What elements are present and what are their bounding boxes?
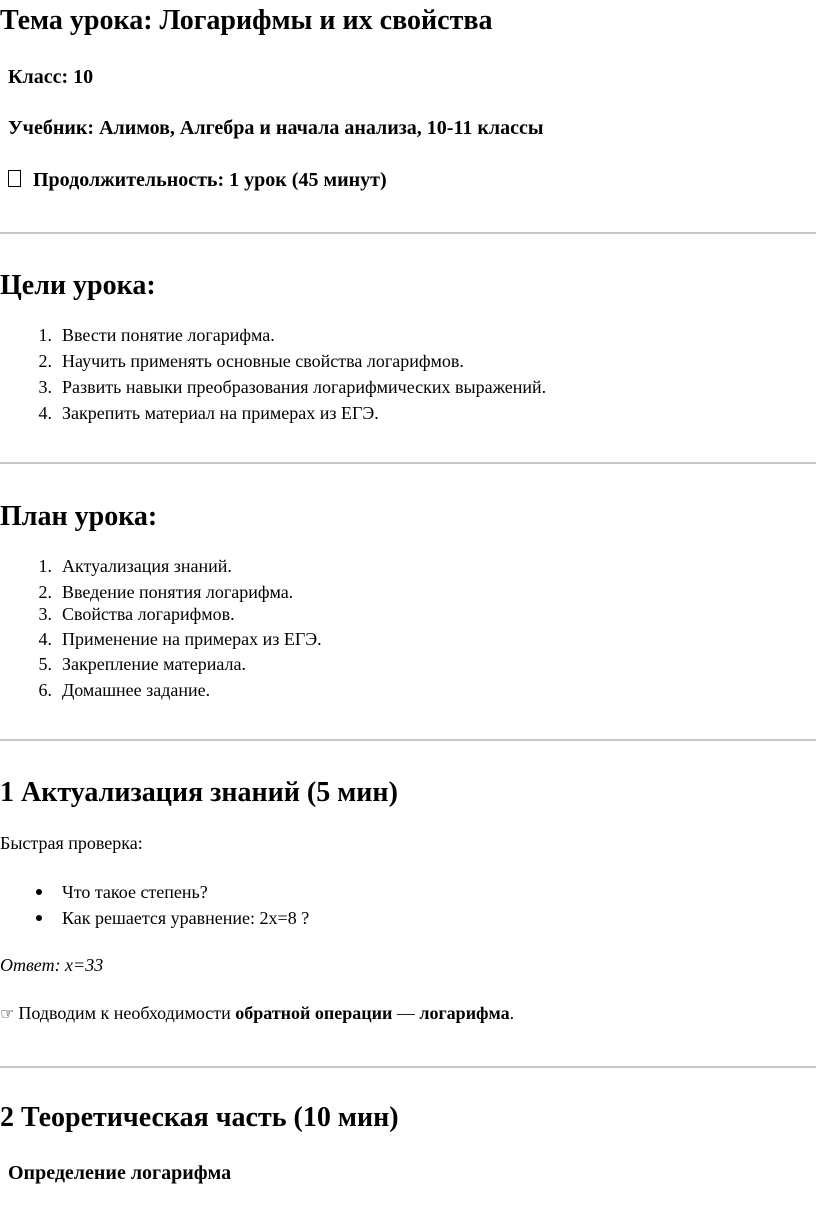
divider xyxy=(0,1066,816,1068)
pointing-hand-icon: ☞ xyxy=(0,1004,15,1023)
section2-subheading: Определение логарифма xyxy=(8,1162,232,1184)
section2-heading: 2 Теоретическая часть (10 мин) xyxy=(0,1102,399,1133)
section1-note: ☞ Подводим к необходимости обратной операции — логарифма. xyxy=(0,1003,515,1023)
goals-heading: Цели урока: xyxy=(0,270,156,301)
page-title: Тема урока: Логарифмы и их свойства xyxy=(0,5,493,36)
textbook-line: Учебник: Алимов, Алгебра и начала анализа, 10-11 классы xyxy=(8,117,544,139)
divider xyxy=(0,232,816,234)
missing-glyph-box-icon xyxy=(8,170,21,187)
divider xyxy=(0,462,816,464)
divider xyxy=(0,739,816,741)
lesson-plan-page: Тема урока: Логарифмы и их свойства Класс: 10 Учебник: Алимов, Алгебра и начала анализа, 10-11 классы Продолжительность: 1 урок (45 минут) Цели урока: 1. Ввести понятие логарифма. 2. Научить применять основные свойства логарифмов. 3. Развить навыки преобразования логарифмических выражений. 4. Закрепить материал на примерах из ЕГЭ. План урока: 1. Актуализация знаний. 2. Введение понятия логарифма. 3. Свойства логарифмов. 4. Применение на примерах из ЕГЭ. 5. Закрепление материала. 6. Домашнее задание. 1 Актуализация знаний (5 мин) Быстрая проверка: Что такое степень? Как решается уравнение: 2x=8 ? Ответ: x=33 ☞ Подводим к необходимости обратной операции — логарифма. 2 Теоретическая часть (10 мин) Определение логарифма xyxy=(0,0,816,1212)
section1-heading: 1 Актуализация знаний (5 мин) xyxy=(0,777,398,808)
bullet-dot-icon xyxy=(36,915,42,921)
plan-heading: План урока: xyxy=(0,501,158,532)
duration-row xyxy=(8,170,387,190)
section1-intro: Быстрая проверка: xyxy=(0,833,143,853)
bullet-dot-icon xyxy=(36,889,42,895)
duration-line: Продолжительность: 1 урок (45 минут) xyxy=(33,169,387,191)
answer-line: Ответ: x=33 xyxy=(0,955,104,975)
class-line: Класс: 10 xyxy=(8,66,94,88)
